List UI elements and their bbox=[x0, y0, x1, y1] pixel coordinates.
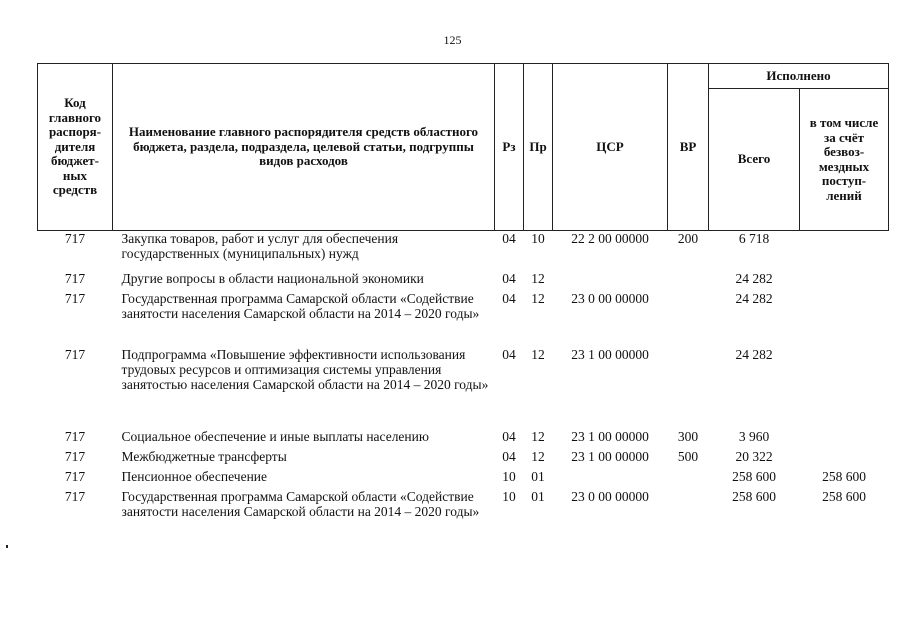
header-csr: ЦСР bbox=[553, 64, 668, 231]
bezvozm-cell: 258 600 bbox=[822, 488, 866, 504]
code-cell: 717 bbox=[64, 468, 86, 484]
code-cell: 717 bbox=[64, 270, 86, 286]
code-cell: 717 bbox=[64, 290, 86, 306]
pr-cell: 12 bbox=[531, 270, 545, 286]
bezvozm-cell bbox=[800, 231, 889, 271]
vr-cell: 500 bbox=[677, 448, 699, 464]
vr-cell bbox=[668, 469, 709, 489]
name-cell: Государственная программа Самарской области «Содействие занятости населения Самарской области на 2014 – 2020 годы» bbox=[121, 488, 480, 519]
csr-cell: 23 0 00 00000 bbox=[571, 488, 649, 504]
pr-cell: 12 bbox=[531, 346, 545, 362]
csr-cell: 23 0 00 00000 bbox=[571, 290, 649, 306]
total-cell: 20 322 bbox=[735, 448, 773, 464]
rz-cell: 04 bbox=[502, 428, 516, 444]
name-cell: Другие вопросы в области национальной экономики bbox=[121, 270, 424, 286]
pr-cell: 12 bbox=[531, 448, 545, 464]
rz-cell: 04 bbox=[502, 231, 516, 246]
table-row bbox=[38, 449, 889, 469]
rz-cell: 10 bbox=[502, 488, 516, 504]
table-row bbox=[38, 291, 889, 347]
total-cell: 3 960 bbox=[738, 428, 770, 444]
vr-cell bbox=[668, 291, 709, 347]
bezvozm-cell bbox=[800, 449, 889, 469]
header-total: Всего bbox=[709, 89, 800, 231]
code-cell: 717 bbox=[64, 448, 86, 464]
pr-cell: 12 bbox=[531, 428, 545, 444]
header-rz: Рз bbox=[495, 64, 524, 231]
csr-cell: 23 1 00 00000 bbox=[571, 448, 649, 464]
header-code: Код главного распоря-дителя бюджет-ных средств bbox=[38, 64, 113, 231]
total-cell: 258 600 bbox=[732, 468, 776, 484]
rz-cell: 04 bbox=[502, 346, 516, 362]
table-row bbox=[38, 347, 889, 429]
csr-cell: 23 1 00 00000 bbox=[571, 428, 649, 444]
pr-cell: 10 bbox=[531, 231, 545, 246]
header-vr: ВР bbox=[668, 64, 709, 231]
name-cell: Подпрограмма «Повышение эффективности использования трудовых ресурсов и оптимизация системы управления занятостью населения Самарской области на 2014 – 2020 годы» bbox=[121, 346, 489, 392]
pr-cell: 01 bbox=[531, 468, 545, 484]
name-cell: Пенсионное обеспечение bbox=[121, 468, 268, 484]
bezvozm-cell bbox=[800, 291, 889, 347]
bezvozm-cell bbox=[800, 347, 889, 429]
budget-table bbox=[37, 63, 889, 535]
table-row bbox=[38, 429, 889, 449]
code-cell: 717 bbox=[64, 231, 86, 246]
vr-cell: 300 bbox=[677, 428, 699, 444]
vr-cell: 200 bbox=[677, 231, 699, 246]
csr-cell bbox=[553, 469, 668, 489]
csr-cell: 23 1 00 00000 bbox=[571, 346, 649, 362]
header-pr: Пр bbox=[524, 64, 553, 231]
csr-cell bbox=[553, 271, 668, 291]
name-cell: Социальное обеспечение и иные выплаты населению bbox=[121, 428, 429, 444]
table-row bbox=[38, 271, 889, 291]
total-cell: 24 282 bbox=[735, 270, 773, 286]
bezvozm-cell bbox=[800, 429, 889, 449]
header-executed: Исполнено bbox=[709, 64, 889, 89]
name-cell: Государственная программа Самарской области «Содействие занятости населения Самарской области на 2014 – 2020 годы» bbox=[121, 290, 480, 321]
rz-cell: 04 bbox=[502, 448, 516, 464]
table-body bbox=[38, 231, 889, 535]
table-row bbox=[38, 489, 889, 535]
total-cell: 258 600 bbox=[732, 488, 776, 504]
code-cell: 717 bbox=[64, 346, 86, 362]
bezvozm-cell: 258 600 bbox=[822, 468, 866, 484]
bezvozm-cell bbox=[800, 271, 889, 291]
header-name: Наименование главного распорядителя средств областного бюджета, раздела, подраздела, целевой статьи, подгруппы видов расходов bbox=[113, 64, 495, 231]
scan-mark bbox=[6, 545, 8, 548]
page-number: 125 bbox=[443, 33, 462, 47]
rz-cell: 10 bbox=[502, 468, 516, 484]
total-cell: 24 282 bbox=[735, 290, 773, 306]
total-cell: 6 718 bbox=[738, 231, 770, 246]
pr-cell: 12 bbox=[531, 290, 545, 306]
table-row bbox=[38, 469, 889, 489]
header-bezvozm: в том числе за счёт безвоз-мездных поступ-лений bbox=[800, 89, 889, 231]
vr-cell bbox=[668, 489, 709, 535]
rz-cell: 04 bbox=[502, 270, 516, 286]
rz-cell: 04 bbox=[502, 290, 516, 306]
code-cell: 717 bbox=[64, 428, 86, 444]
csr-cell: 22 2 00 00000 bbox=[571, 231, 649, 246]
table-row bbox=[38, 231, 889, 271]
vr-cell bbox=[668, 271, 709, 291]
pr-cell: 01 bbox=[531, 488, 545, 504]
total-cell: 24 282 bbox=[735, 346, 773, 362]
code-cell: 717 bbox=[64, 488, 86, 504]
vr-cell bbox=[668, 347, 709, 429]
name-cell: Межбюджетные трансферты bbox=[121, 448, 287, 464]
name-cell: Закупка товаров, работ и услуг для обеспечения государственных (муниципальных) нужд bbox=[121, 231, 399, 261]
